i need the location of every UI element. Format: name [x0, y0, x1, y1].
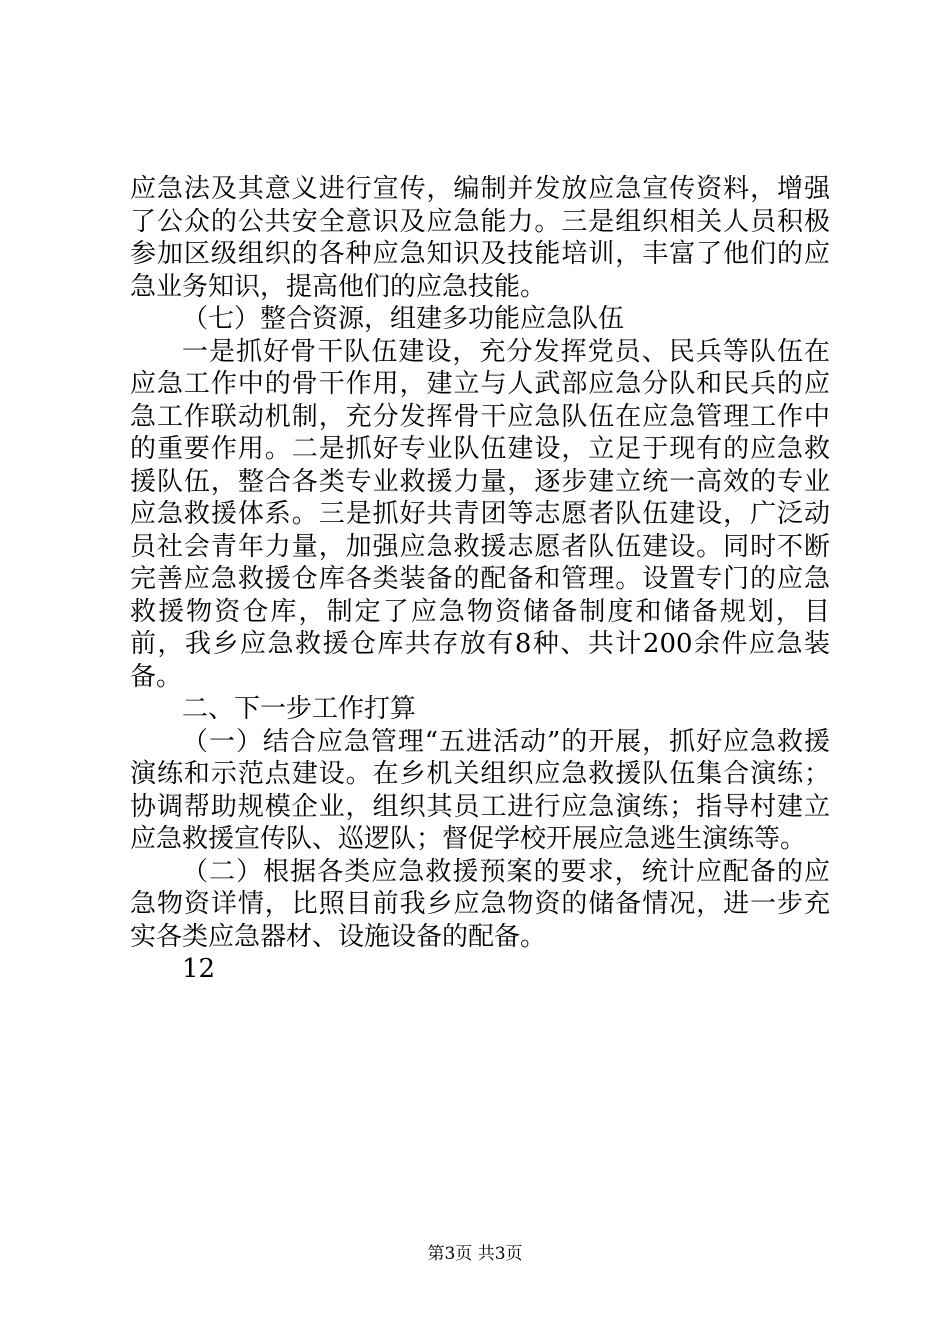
section-heading-next-steps: 二、下一步工作打算 [182, 694, 417, 724]
paragraph-plan-one: （一）结合应急管理“五进活动”的开展，抓好应急救援演练和示范点建设。在乡机关组织应急救援队伍集合演练；协调帮助规模企业，组织其员工进行应急演练；指导村建立应急救援宣传队、巡逻队；督促学校开展应急逃生演练等。 [130, 726, 830, 854]
section-heading-seven: （七）整合资源，组建多功能应急队伍 [182, 304, 625, 334]
paragraph-number: 12 [182, 954, 216, 984]
page-footer: 第3页 共3页 [427, 1244, 523, 1264]
paragraph-team-building: 一是抓好骨干队伍建设，充分发挥党员、民兵等队伍在应急工作中的骨干作用，建立与人武部应急分队和民兵的应急工作联动机制，充分发挥骨干应急队伍在应急管理工作中的重要作用。二是抓好专业队伍建设，立足于现有的应急救援队伍，整合各类专业救援力量，逐步建立统一高效的专业应急救援体系。三是抓好共青团等志愿者队伍建设，广泛动员社会青年力量，加强应急救援志愿者队伍建设。同时不断完善应急救援仓库各类装备的配备和管理。设置专门的应急救援物资仓库，制定了应急物资储备制度和储备规划，目前，我乡应急救援仓库共存放有8种、共计200余件应急装备。 [130, 336, 830, 692]
paragraph-plan-two: （二）根据各类应急救援预案的要求，统计应配备的应急物资详情，比照目前我乡应急物资的储备情况，进一步充实各类应急器材、设施设备的配备。 [130, 856, 830, 952]
document-body [130, 173, 830, 986]
paragraph-continuation: 应急法及其意义进行宣传，编制并发放应急宣传资料，增强了公众的公共安全意识及应急能力。三是组织相关人员积极参加区级组织的各种应急知识及技能培训，丰富了他们的应急业务知识，提高他们的应急技能。 [130, 174, 830, 302]
